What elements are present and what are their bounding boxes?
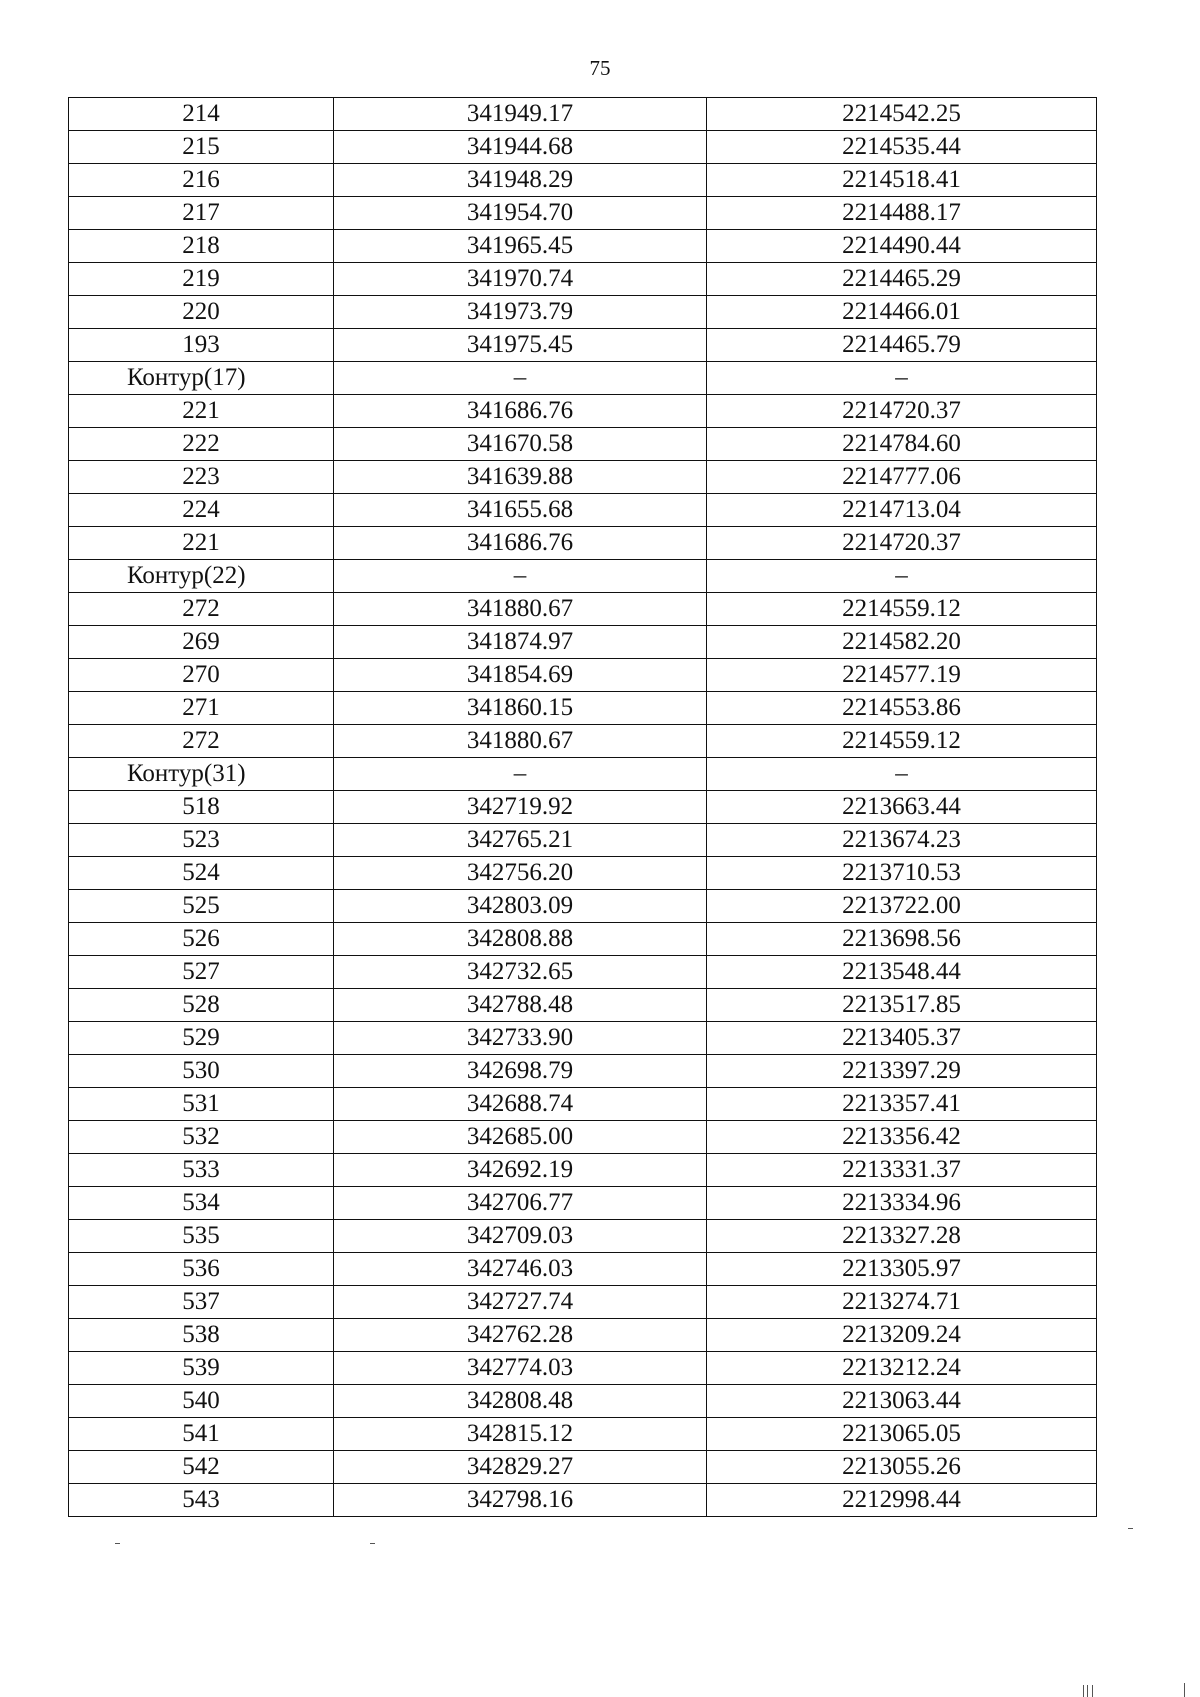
scan-mark (1083, 1685, 1084, 1697)
table-row (69, 1088, 1097, 1121)
x-coordinate-cell: 342706.77 (334, 1187, 707, 1220)
scan-mark (1184, 1683, 1185, 1697)
point-number-cell: 272 (69, 593, 334, 626)
point-number-cell: 518 (69, 791, 334, 824)
y-coordinate-cell: 2213305.97 (707, 1253, 1097, 1286)
table-row (69, 1055, 1097, 1088)
x-coordinate-cell: 342803.09 (334, 890, 707, 923)
y-coordinate-cell: 2214542.25 (707, 98, 1097, 131)
contour-header-row (69, 758, 1097, 791)
point-number-cell: 270 (69, 659, 334, 692)
y-coordinate-cell: 2213405.37 (707, 1022, 1097, 1055)
y-coordinate-cell: 2214784.60 (707, 428, 1097, 461)
x-coordinate-cell: 341639.88 (334, 461, 707, 494)
table-row (69, 659, 1097, 692)
point-number-cell: 529 (69, 1022, 334, 1055)
y-coordinate-cell: 2213334.96 (707, 1187, 1097, 1220)
y-coordinate-cell: 2214465.79 (707, 329, 1097, 362)
point-number-cell: 541 (69, 1418, 334, 1451)
point-number-cell: 224 (69, 494, 334, 527)
y-coordinate-cell: 2214713.04 (707, 494, 1097, 527)
y-coordinate-cell: 2213722.00 (707, 890, 1097, 923)
table-row (69, 263, 1097, 296)
table-row (69, 1154, 1097, 1187)
y-coordinate-cell: 2213327.28 (707, 1220, 1097, 1253)
x-coordinate-cell: 342815.12 (334, 1418, 707, 1451)
table-row (69, 923, 1097, 956)
y-coordinate-cell: 2214535.44 (707, 131, 1097, 164)
x-coordinate-cell: 342746.03 (334, 1253, 707, 1286)
y-coordinate-cell: 2214720.37 (707, 395, 1097, 428)
point-number-cell: 217 (69, 197, 334, 230)
point-number-cell: 272 (69, 725, 334, 758)
point-number-cell: 531 (69, 1088, 334, 1121)
x-coordinate-cell: – (334, 758, 707, 791)
table-row (69, 791, 1097, 824)
y-coordinate-cell: – (707, 758, 1097, 791)
x-coordinate-cell: 341954.70 (334, 197, 707, 230)
table-row (69, 494, 1097, 527)
table-row (69, 956, 1097, 989)
y-coordinate-cell: 2213674.23 (707, 824, 1097, 857)
x-coordinate-cell: 341949.17 (334, 98, 707, 131)
y-coordinate-cell: 2214553.86 (707, 692, 1097, 725)
table-row (69, 1022, 1097, 1055)
table-row (69, 1352, 1097, 1385)
y-coordinate-cell: 2214777.06 (707, 461, 1097, 494)
point-number-cell: 533 (69, 1154, 334, 1187)
y-coordinate-cell: 2214518.41 (707, 164, 1097, 197)
x-coordinate-cell: 341854.69 (334, 659, 707, 692)
y-coordinate-cell: – (707, 560, 1097, 593)
table-row (69, 197, 1097, 230)
x-coordinate-cell: 342798.16 (334, 1484, 707, 1517)
point-number-cell: 532 (69, 1121, 334, 1154)
point-number-cell: 218 (69, 230, 334, 263)
point-number-cell: 528 (69, 989, 334, 1022)
y-coordinate-cell: 2213063.44 (707, 1385, 1097, 1418)
table-row (69, 461, 1097, 494)
table-row (69, 593, 1097, 626)
x-coordinate-cell: 341975.45 (334, 329, 707, 362)
point-number-cell: 219 (69, 263, 334, 296)
table-row (69, 296, 1097, 329)
x-coordinate-cell: 342685.00 (334, 1121, 707, 1154)
scan-mark (115, 1543, 120, 1544)
scan-mark (1087, 1685, 1088, 1697)
table-row (69, 395, 1097, 428)
table-row (69, 131, 1097, 164)
x-coordinate-cell: 342719.92 (334, 791, 707, 824)
point-number-cell: 538 (69, 1319, 334, 1352)
table-row (69, 428, 1097, 461)
coordinates-table (68, 97, 1097, 1517)
contour-name-cell: Контур(22) (69, 560, 334, 593)
table-row (69, 1319, 1097, 1352)
point-number-cell: 214 (69, 98, 334, 131)
y-coordinate-cell: 2213065.05 (707, 1418, 1097, 1451)
y-coordinate-cell: 2214559.12 (707, 593, 1097, 626)
point-number-cell: 221 (69, 395, 334, 428)
x-coordinate-cell: 342709.03 (334, 1220, 707, 1253)
x-coordinate-cell: 341948.29 (334, 164, 707, 197)
x-coordinate-cell: 342733.90 (334, 1022, 707, 1055)
point-number-cell: 269 (69, 626, 334, 659)
point-number-cell: 223 (69, 461, 334, 494)
y-coordinate-cell: 2214720.37 (707, 527, 1097, 560)
y-coordinate-cell: 2214465.29 (707, 263, 1097, 296)
point-number-cell: 530 (69, 1055, 334, 1088)
x-coordinate-cell: 342756.20 (334, 857, 707, 890)
point-number-cell: 524 (69, 857, 334, 890)
table-row (69, 1220, 1097, 1253)
x-coordinate-cell: 342829.27 (334, 1451, 707, 1484)
table-row (69, 1451, 1097, 1484)
y-coordinate-cell: 2213397.29 (707, 1055, 1097, 1088)
point-number-cell: 527 (69, 956, 334, 989)
table-row (69, 692, 1097, 725)
y-coordinate-cell: 2213331.37 (707, 1154, 1097, 1187)
contour-name-cell: Контур(17) (69, 362, 334, 395)
point-number-cell: 222 (69, 428, 334, 461)
point-number-cell: 216 (69, 164, 334, 197)
x-coordinate-cell: 342698.79 (334, 1055, 707, 1088)
y-coordinate-cell: 2213356.42 (707, 1121, 1097, 1154)
x-coordinate-cell: – (334, 362, 707, 395)
table-row (69, 329, 1097, 362)
x-coordinate-cell: 341655.68 (334, 494, 707, 527)
table-row (69, 98, 1097, 131)
x-coordinate-cell: – (334, 560, 707, 593)
x-coordinate-cell: 341965.45 (334, 230, 707, 263)
y-coordinate-cell: – (707, 362, 1097, 395)
y-coordinate-cell: 2213710.53 (707, 857, 1097, 890)
point-number-cell: 271 (69, 692, 334, 725)
point-number-cell: 542 (69, 1451, 334, 1484)
page-number: 75 (589, 56, 611, 80)
x-coordinate-cell: 341686.76 (334, 527, 707, 560)
point-number-cell: 537 (69, 1286, 334, 1319)
x-coordinate-cell: 342774.03 (334, 1352, 707, 1385)
y-coordinate-cell: 2213209.24 (707, 1319, 1097, 1352)
point-number-cell: 534 (69, 1187, 334, 1220)
scan-mark (1128, 1528, 1133, 1529)
y-coordinate-cell: 2213698.56 (707, 923, 1097, 956)
table-row (69, 230, 1097, 263)
y-coordinate-cell: 2213274.71 (707, 1286, 1097, 1319)
y-coordinate-cell: 2214559.12 (707, 725, 1097, 758)
y-coordinate-cell: 2213055.26 (707, 1451, 1097, 1484)
table-row (69, 1253, 1097, 1286)
point-number-cell: 220 (69, 296, 334, 329)
y-coordinate-cell: 2214490.44 (707, 230, 1097, 263)
x-coordinate-cell: 342692.19 (334, 1154, 707, 1187)
point-number-cell: 215 (69, 131, 334, 164)
x-coordinate-cell: 341970.74 (334, 263, 707, 296)
y-coordinate-cell: 2213212.24 (707, 1352, 1097, 1385)
point-number-cell: 526 (69, 923, 334, 956)
x-coordinate-cell: 341880.67 (334, 725, 707, 758)
x-coordinate-cell: 341874.97 (334, 626, 707, 659)
point-number-cell: 221 (69, 527, 334, 560)
x-coordinate-cell: 342765.21 (334, 824, 707, 857)
x-coordinate-cell: 341973.79 (334, 296, 707, 329)
y-coordinate-cell: 2212998.44 (707, 1484, 1097, 1517)
table-row (69, 1121, 1097, 1154)
point-number-cell: 523 (69, 824, 334, 857)
x-coordinate-cell: 341686.76 (334, 395, 707, 428)
x-coordinate-cell: 342808.48 (334, 1385, 707, 1418)
x-coordinate-cell: 341860.15 (334, 692, 707, 725)
y-coordinate-cell: 2213517.85 (707, 989, 1097, 1022)
point-number-cell: 536 (69, 1253, 334, 1286)
x-coordinate-cell: 342808.88 (334, 923, 707, 956)
y-coordinate-cell: 2214466.01 (707, 296, 1097, 329)
table-row (69, 1385, 1097, 1418)
point-number-cell: 525 (69, 890, 334, 923)
x-coordinate-cell: 341944.68 (334, 131, 707, 164)
point-number-cell: 193 (69, 329, 334, 362)
y-coordinate-cell: 2213663.44 (707, 791, 1097, 824)
scan-mark (370, 1543, 375, 1544)
x-coordinate-cell: 342727.74 (334, 1286, 707, 1319)
x-coordinate-cell: 341670.58 (334, 428, 707, 461)
y-coordinate-cell: 2213357.41 (707, 1088, 1097, 1121)
contour-name-cell: Контур(31) (69, 758, 334, 791)
contour-header-row (69, 560, 1097, 593)
table-row (69, 1484, 1097, 1517)
point-number-cell: 539 (69, 1352, 334, 1385)
contour-header-row (69, 362, 1097, 395)
point-number-cell: 543 (69, 1484, 334, 1517)
point-number-cell: 540 (69, 1385, 334, 1418)
table-row (69, 164, 1097, 197)
y-coordinate-cell: 2214582.20 (707, 626, 1097, 659)
table-row (69, 824, 1097, 857)
y-coordinate-cell: 2214488.17 (707, 197, 1097, 230)
point-number-cell: 535 (69, 1220, 334, 1253)
coordinates-table-body (69, 98, 1097, 1517)
x-coordinate-cell: 342762.28 (334, 1319, 707, 1352)
y-coordinate-cell: 2214577.19 (707, 659, 1097, 692)
table-row (69, 989, 1097, 1022)
x-coordinate-cell: 342688.74 (334, 1088, 707, 1121)
y-coordinate-cell: 2213548.44 (707, 956, 1097, 989)
x-coordinate-cell: 341880.67 (334, 593, 707, 626)
table-row (69, 1187, 1097, 1220)
scan-mark (1092, 1685, 1093, 1697)
table-row (69, 725, 1097, 758)
table-row (69, 857, 1097, 890)
table-row (69, 527, 1097, 560)
table-row (69, 1286, 1097, 1319)
table-row (69, 890, 1097, 923)
table-row (69, 1418, 1097, 1451)
x-coordinate-cell: 342732.65 (334, 956, 707, 989)
table-row (69, 626, 1097, 659)
x-coordinate-cell: 342788.48 (334, 989, 707, 1022)
